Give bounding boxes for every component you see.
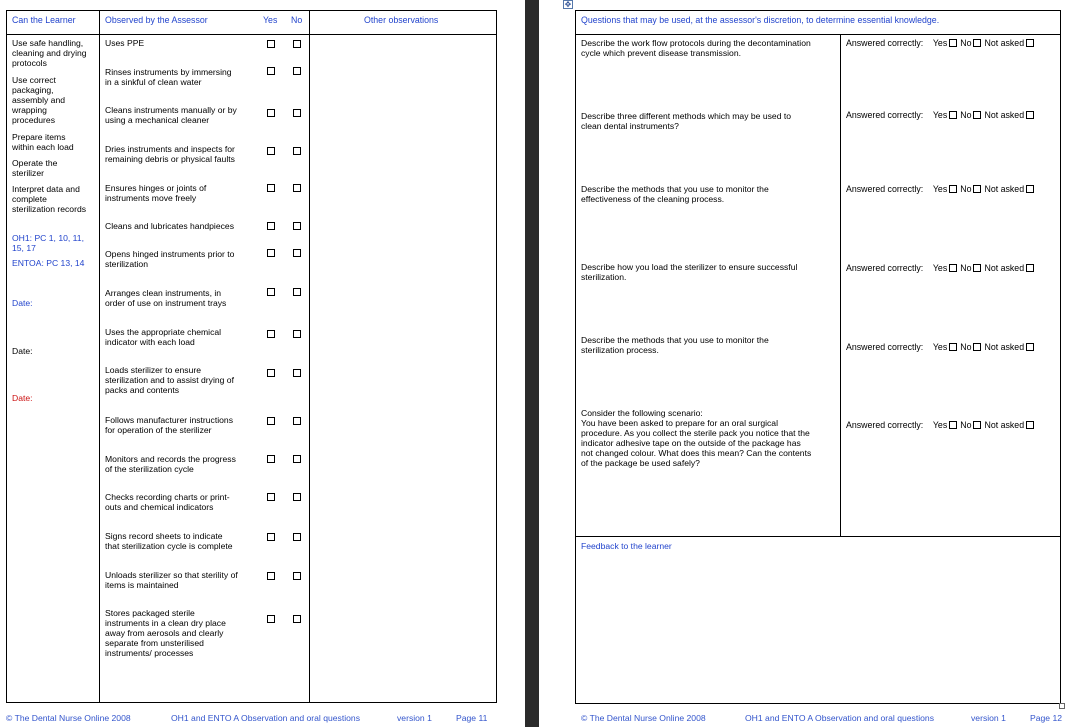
not-asked-checkbox[interactable]: [1026, 264, 1034, 272]
table-move-handle-icon[interactable]: ✥: [564, 0, 572, 9]
no-label: No: [960, 184, 972, 194]
yes-checkbox[interactable]: [949, 264, 957, 272]
answered-correctly-label: Answered correctly:: [846, 263, 924, 273]
no-checkbox[interactable]: [293, 40, 301, 48]
not-asked-label: Not asked: [984, 38, 1025, 48]
yes-checkbox[interactable]: [267, 288, 275, 296]
yes-label: Yes: [932, 342, 948, 352]
no-checkbox[interactable]: [973, 264, 981, 272]
yes-checkbox[interactable]: [267, 455, 275, 463]
yes-checkbox[interactable]: [267, 147, 275, 155]
observed-item: Follows manufacturer instructions for operation of the sterilizer: [105, 415, 233, 435]
not-asked-label: Not asked: [984, 263, 1025, 273]
feedback-heading: Feedback to the learner: [581, 541, 672, 551]
observed-item: Monitors and records the progress of the sterilization cycle: [105, 454, 236, 474]
answered-correctly-label: Answered correctly:: [846, 110, 924, 120]
observed-item: Cleans and lubricates handpieces: [105, 221, 234, 231]
no-checkbox[interactable]: [293, 455, 301, 463]
footer-page-number: Page 12: [1030, 713, 1063, 723]
no-checkbox[interactable]: [293, 369, 301, 377]
column-divider: [309, 10, 310, 703]
answered-correctly-label: Answered correctly:: [846, 342, 924, 352]
no-checkbox[interactable]: [973, 343, 981, 351]
question-text: Describe the methods that you use to monitor the effectiveness of the cleaning process.: [581, 184, 769, 204]
not-asked-checkbox[interactable]: [1026, 111, 1034, 119]
no-checkbox[interactable]: [293, 417, 301, 425]
observed-item: Ensures hinges or joints of instruments move freely: [105, 183, 207, 203]
yes-label: Yes: [932, 38, 948, 48]
can-item: Use safe handling, cleaning and drying protocols: [12, 38, 87, 68]
question-text: Describe the methods that you use to monitor the sterilization process.: [581, 335, 769, 355]
observed-item: Cleans instruments manually or by using a mechanical cleaner: [105, 105, 237, 125]
no-checkbox[interactable]: [973, 39, 981, 47]
header-other-observations: Other observations: [364, 15, 439, 25]
yes-checkbox[interactable]: [949, 343, 957, 351]
footer-title: OH1 and ENTO A Observation and oral questions: [171, 713, 361, 723]
answer-row: [846, 184, 1037, 194]
no-label: No: [960, 110, 972, 120]
yes-checkbox[interactable]: [267, 109, 275, 117]
observation-table: [6, 10, 497, 703]
no-checkbox[interactable]: [293, 288, 301, 296]
not-asked-label: Not asked: [984, 342, 1025, 352]
no-checkbox[interactable]: [293, 493, 301, 501]
answered-correctly-label: Answered correctly:: [846, 184, 924, 194]
observed-item: Opens hinged instruments prior to sterilization: [105, 249, 235, 269]
no-checkbox[interactable]: [293, 109, 301, 117]
header-yes: Yes: [263, 15, 278, 25]
not-asked-label: Not asked: [984, 420, 1025, 430]
header-divider: [6, 34, 497, 35]
answer-row: [846, 420, 1037, 430]
no-checkbox[interactable]: [293, 330, 301, 338]
header-observed: Observed by the Assessor: [105, 15, 208, 25]
observed-item: Rinses instruments by immersing in a sinkful of clean water: [105, 67, 232, 87]
footer-version: version 1: [971, 713, 1006, 723]
question-text: Describe how you load the sterilizer to ensure successful sterilization.: [581, 262, 798, 282]
observed-item: Loads sterilizer to ensure sterilization and to assist drying of packs and contents: [105, 365, 234, 395]
left-page: [0, 0, 525, 727]
question-text: Consider the following scenario: You have been asked to prepare for an oral surgical procedure. As you collect the sterile pack you notice that the indicator adhesive tape on the outside of the package has not changed colour. What does this mean? Can the contents of the package be used safely?: [581, 408, 812, 468]
no-checkbox[interactable]: [973, 421, 981, 429]
not-asked-label: Not asked: [984, 110, 1025, 120]
yes-checkbox[interactable]: [267, 572, 275, 580]
not-asked-checkbox[interactable]: [1026, 421, 1034, 429]
question-text: Describe three different methods which may be used to clean dental instruments?: [581, 111, 792, 131]
no-label: No: [960, 263, 972, 273]
footer-copyright: © The Dental Nurse Online 2008: [581, 713, 706, 723]
yes-checkbox[interactable]: [267, 615, 275, 623]
footer-version: version 1: [397, 713, 432, 723]
questions-header: Questions that may be used, at the assessor's discretion, to determine essential knowledge.: [581, 15, 940, 25]
yes-checkbox[interactable]: [267, 369, 275, 377]
yes-label: Yes: [932, 263, 948, 273]
no-checkbox[interactable]: [293, 184, 301, 192]
answered-correctly-label: Answered correctly:: [846, 420, 924, 430]
yes-checkbox[interactable]: [949, 185, 957, 193]
yes-checkbox[interactable]: [267, 222, 275, 230]
footer-copyright: © The Dental Nurse Online 2008: [6, 713, 131, 723]
can-item: Use correct packaging, assembly and wrapping procedures: [12, 75, 66, 125]
footer-title: OH1 and ENTO A Observation and oral questions: [745, 713, 935, 723]
observed-item: Unloads sterilizer so that sterility of items is maintained: [105, 570, 238, 590]
observed-item: Uses PPE: [105, 38, 145, 48]
answer-row: [846, 263, 1037, 273]
date-label: Date:: [12, 393, 33, 403]
observed-item: Checks recording charts or print- outs and chemical indicators: [105, 492, 230, 512]
answer-row: [846, 342, 1037, 352]
yes-checkbox[interactable]: [267, 533, 275, 541]
yes-checkbox[interactable]: [949, 421, 957, 429]
answered-correctly-label: Answered correctly:: [846, 38, 924, 48]
observed-item: Uses the appropriate chemical indicator with each load: [105, 327, 222, 347]
header-divider: [575, 34, 1061, 35]
no-checkbox[interactable]: [293, 147, 301, 155]
yes-checkbox[interactable]: [267, 330, 275, 338]
header-can-the-learner: Can the Learner: [12, 15, 76, 25]
question-text: Describe the work flow protocols during the decontamination cycle which prevent disease transmission.: [581, 38, 811, 58]
table-resize-handle[interactable]: [1059, 703, 1065, 709]
answer-row: [846, 110, 1037, 120]
no-label: No: [960, 420, 972, 430]
not-asked-checkbox[interactable]: [1026, 343, 1034, 351]
observed-item: Signs record sheets to indicate that sterilization cycle is complete: [105, 531, 233, 551]
can-item: Prepare items within each load: [12, 132, 74, 152]
column-divider: [99, 10, 100, 703]
yes-checkbox[interactable]: [267, 40, 275, 48]
not-asked-checkbox[interactable]: [1026, 185, 1034, 193]
no-checkbox[interactable]: [973, 185, 981, 193]
feedback-divider: [575, 536, 1061, 537]
no-checkbox[interactable]: [293, 572, 301, 580]
can-item: Interpret data and complete sterilization records: [12, 184, 87, 214]
observed-item: Arranges clean instruments, in order of use on instrument trays: [105, 288, 227, 308]
no-checkbox[interactable]: [973, 111, 981, 119]
no-checkbox[interactable]: [293, 67, 301, 75]
no-label: No: [960, 38, 972, 48]
no-label: No: [960, 342, 972, 352]
can-item: Operate the sterilizer: [12, 158, 58, 178]
not-asked-label: Not asked: [984, 184, 1025, 194]
column-divider: [840, 34, 841, 536]
page-gutter: [525, 0, 539, 727]
unit-reference: OH1: PC 1, 10, 11, 15, 17: [12, 233, 84, 253]
no-checkbox[interactable]: [293, 533, 301, 541]
no-checkbox[interactable]: [293, 249, 301, 257]
yes-checkbox[interactable]: [267, 493, 275, 501]
header-no: No: [291, 15, 303, 25]
date-label: Date:: [12, 346, 33, 356]
yes-label: Yes: [932, 184, 948, 194]
yes-checkbox[interactable]: [267, 249, 275, 257]
footer-page-number: Page 11: [456, 713, 488, 723]
yes-label: Yes: [932, 110, 948, 120]
unit-reference: ENTOA: PC 13, 14: [12, 258, 85, 268]
observed-item: Stores packaged sterile instruments in a clean dry place away from aerosols and clearly separate from unsterilised instruments/ processes: [105, 608, 226, 658]
yes-checkbox[interactable]: [949, 39, 957, 47]
yes-label: Yes: [932, 420, 948, 430]
answer-row: [846, 38, 1037, 48]
yes-checkbox[interactable]: [267, 67, 275, 75]
yes-checkbox[interactable]: [949, 111, 957, 119]
yes-checkbox[interactable]: [267, 417, 275, 425]
observed-item: Dries instruments and inspects for remaining debris or physical faults: [105, 144, 235, 164]
yes-checkbox[interactable]: [267, 184, 275, 192]
no-checkbox[interactable]: [293, 615, 301, 623]
no-checkbox[interactable]: [293, 222, 301, 230]
date-label: Date:: [12, 298, 33, 308]
not-asked-checkbox[interactable]: [1026, 39, 1034, 47]
